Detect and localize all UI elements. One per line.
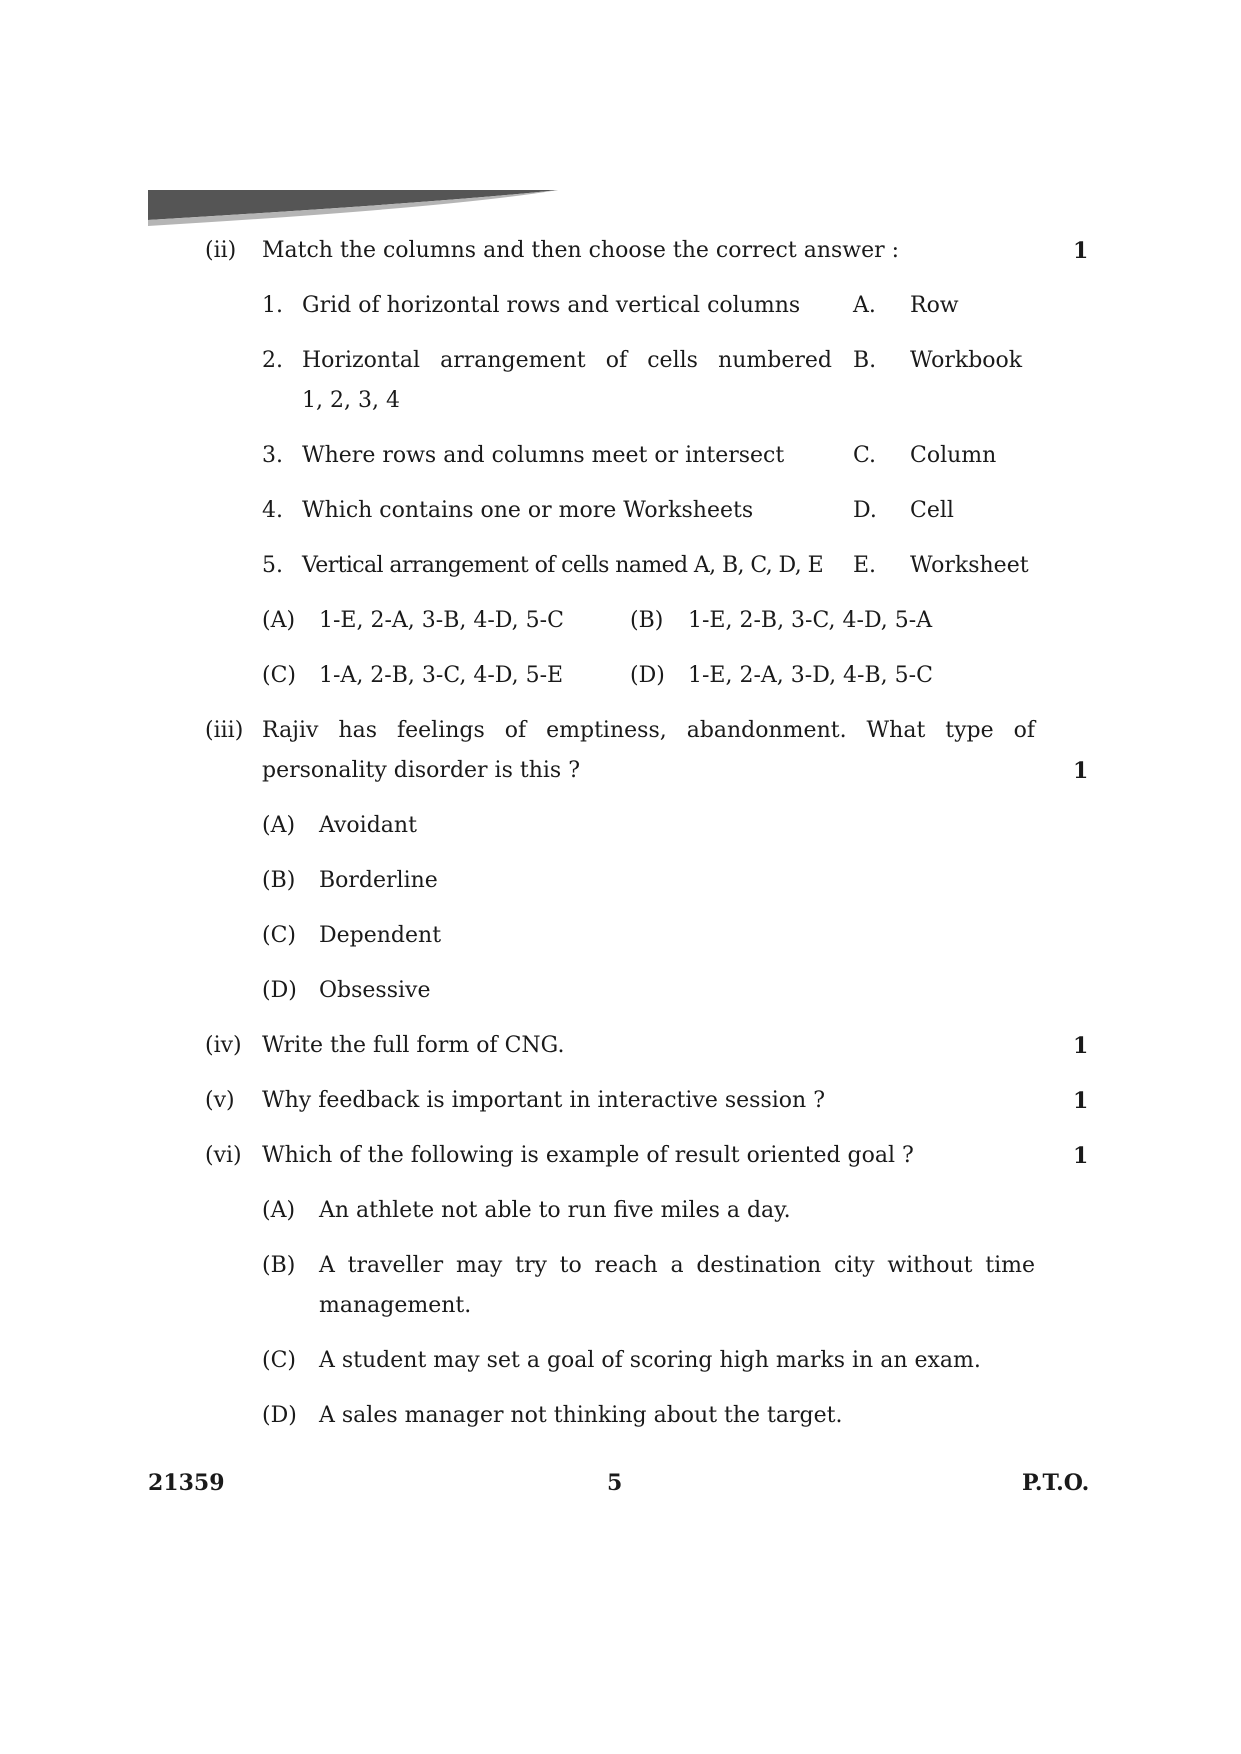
option-text: A student may set a goal of scoring high marks in an exam. xyxy=(319,1348,981,1373)
marks: 1 xyxy=(1073,1088,1089,1114)
match-right-letter: D. xyxy=(853,498,877,523)
marks: 1 xyxy=(1073,1033,1089,1059)
question-stem: Rajiv has feelings of emptiness, abandonment. What type of xyxy=(262,718,1035,743)
question-stem: Write the full form of CNG. xyxy=(262,1033,565,1058)
match-left-number: 1. xyxy=(262,293,283,318)
match-left-text: Grid of horizontal rows and vertical columns xyxy=(302,293,801,318)
match-right-text: Workbook xyxy=(910,348,1023,373)
option-label: (C) xyxy=(262,663,296,688)
question-number: (iii) xyxy=(205,718,244,743)
option-text: Borderline xyxy=(319,868,438,893)
option-label: (D) xyxy=(262,978,297,1003)
option-text-continued: management. xyxy=(319,1293,472,1318)
option-text: An athlete not able to run five miles a day. xyxy=(319,1198,791,1223)
option-label: (B) xyxy=(262,868,296,893)
page-number: 5 xyxy=(607,1470,623,1496)
question-stem: Why feedback is important in interactive session ? xyxy=(262,1088,825,1113)
marks: 1 xyxy=(1073,238,1089,264)
match-right-letter: B. xyxy=(853,348,877,373)
option-text: 1-E, 2-A, 3-D, 4-B, 5-C xyxy=(688,663,933,688)
question-stem-continued: personality disorder is this ? xyxy=(262,758,581,783)
match-left-text-continued: 1, 2, 3, 4 xyxy=(302,388,400,413)
match-left-number: 2. xyxy=(262,348,283,373)
match-left-number: 3. xyxy=(262,443,283,468)
option-label: (C) xyxy=(262,1348,296,1373)
option-text: A traveller may try to reach a destination city without time xyxy=(319,1253,1035,1278)
option-text: A sales manager not thinking about the target. xyxy=(319,1403,843,1428)
question-stem: Match the columns and then choose the correct answer : xyxy=(262,238,900,263)
option-label: (D) xyxy=(262,1403,297,1428)
option-text: Obsessive xyxy=(319,978,431,1003)
option-label: (A) xyxy=(262,608,296,633)
match-left-text: Vertical arrangement of cells named A, B, C, D, E xyxy=(302,553,824,578)
question-number: (iv) xyxy=(205,1033,242,1058)
question-number: (v) xyxy=(205,1088,235,1113)
marks: 1 xyxy=(1073,758,1089,784)
match-right-text: Column xyxy=(910,443,997,468)
option-label: (A) xyxy=(262,813,296,838)
option-text: 1-A, 2-B, 3-C, 4-D, 5-E xyxy=(319,663,564,688)
option-label: (B) xyxy=(262,1253,296,1278)
option-label: (A) xyxy=(262,1198,296,1223)
marks: 1 xyxy=(1073,1143,1089,1169)
match-left-number: 4. xyxy=(262,498,283,523)
option-label: (B) xyxy=(630,608,664,633)
match-left-number: 5. xyxy=(262,553,283,578)
paper-code: 21359 xyxy=(148,1470,225,1496)
question-number: (ii) xyxy=(205,238,237,263)
match-left-text: Which contains one or more Worksheets xyxy=(302,498,754,523)
option-text: Avoidant xyxy=(319,813,417,838)
question-number: (vi) xyxy=(205,1143,242,1168)
option-label: (C) xyxy=(262,923,296,948)
match-right-text: Row xyxy=(910,293,959,318)
option-text: 1-E, 2-B, 3-C, 4-D, 5-A xyxy=(688,608,933,633)
match-right-letter: A. xyxy=(853,293,876,318)
option-text: 1-E, 2-A, 3-B, 4-D, 5-C xyxy=(319,608,564,633)
pto-label: P.T.O. xyxy=(1022,1470,1090,1496)
match-right-letter: C. xyxy=(853,443,877,468)
option-label: (D) xyxy=(630,663,665,688)
match-right-text: Cell xyxy=(910,498,954,523)
match-left-text: Horizontal arrangement of cells numbered xyxy=(302,348,832,373)
option-text: Dependent xyxy=(319,923,442,948)
match-right-text: Worksheet xyxy=(910,553,1029,578)
match-right-letter: E. xyxy=(853,553,877,578)
match-left-text: Where rows and columns meet or intersect xyxy=(302,443,785,468)
question-stem: Which of the following is example of result oriented goal ? xyxy=(262,1143,914,1168)
header-swoosh xyxy=(148,190,558,226)
